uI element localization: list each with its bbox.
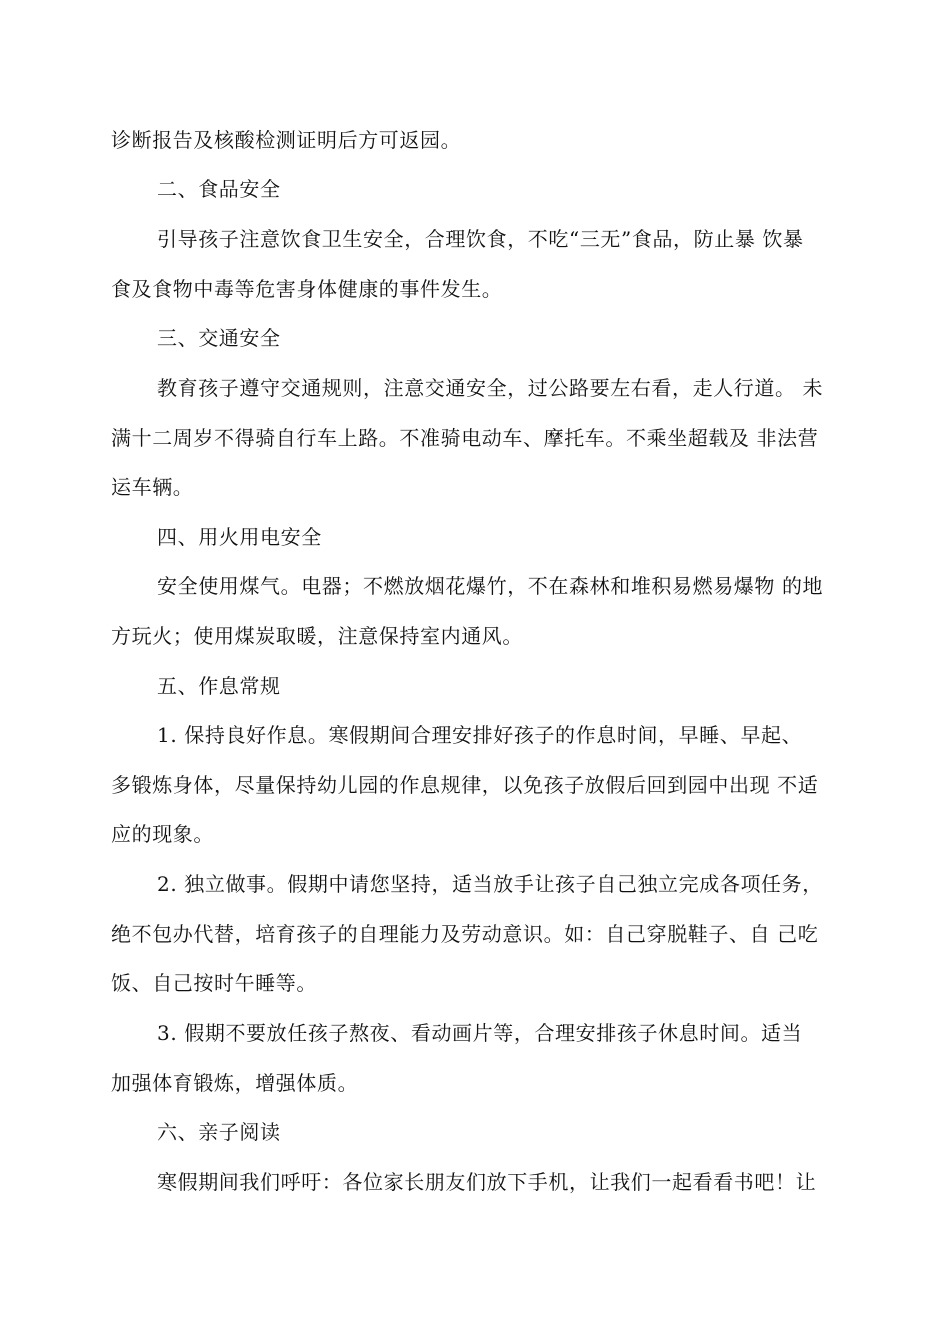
- paragraph-line: 方玩火；使用煤炭取暖，注意保持室内通风。: [111, 624, 523, 648]
- paragraph-line: 应的现象。: [111, 822, 214, 846]
- paragraph-line: 3. 假期不要放任孩子熬夜、看动画片等，合理安排孩子休息时间。适当: [157, 1021, 803, 1045]
- paragraph-line: 食及食物中毒等危害身体健康的事件发生。: [111, 277, 503, 301]
- paragraph-line: 绝不包办代替，培育孩子的自理能力及劳动意识。如：自己穿脱鞋子、自 己吃: [111, 922, 819, 946]
- paragraph-line: 饭、自己按时午睡等。: [111, 971, 317, 995]
- paragraph-line: 多锻炼身体，尽量保持幼儿园的作息规律，以免孩子放假后回到园中出现 不适: [111, 773, 819, 797]
- paragraph-line: 加强体育锻炼，增强体质。: [111, 1071, 359, 1095]
- paragraph-line: 引导孩子注意饮食卫生安全，合理饮食，不吃“三无”食品，防止暴 饮暴: [157, 227, 804, 251]
- paragraph-line: 1. 保持良好作息。寒假期间合理安排好孩子的作息时间，早睡、早起、: [157, 723, 803, 747]
- section-heading-parent-child-reading: 六、亲子阅读: [157, 1120, 281, 1144]
- section-heading-traffic-safety: 三、交通安全: [157, 326, 281, 350]
- paragraph-line: 诊断报告及核酸检测证明后方可返园。: [111, 128, 462, 152]
- section-heading-fire-electric-safety: 四、用火用电安全: [157, 525, 322, 549]
- paragraph-line: 寒假期间我们呼吁：各位家长朋友们放下手机，让我们一起看看书吧！让: [157, 1170, 817, 1194]
- paragraph-line: 安全使用煤气。电器；不燃放烟花爆竹，不在森林和堆积易燃易爆物 的地: [157, 574, 824, 598]
- paragraph-line: 教育孩子遵守交通规则，注意交通安全，过公路要左右看，走人行道。 未: [157, 376, 824, 400]
- paragraph-line: 2. 独立做事。假期中请您坚持，适当放手让孩子自己独立完成各项任务，: [157, 872, 823, 896]
- paragraph-line: 运车辆。: [111, 475, 194, 499]
- section-heading-daily-routine: 五、作息常规: [157, 674, 281, 698]
- section-heading-food-safety: 二、食品安全: [157, 177, 281, 201]
- paragraph-line: 满十二周岁不得骑自行车上路。不准骑电动车、摩托车。不乘坐超载及 非法营: [111, 426, 819, 450]
